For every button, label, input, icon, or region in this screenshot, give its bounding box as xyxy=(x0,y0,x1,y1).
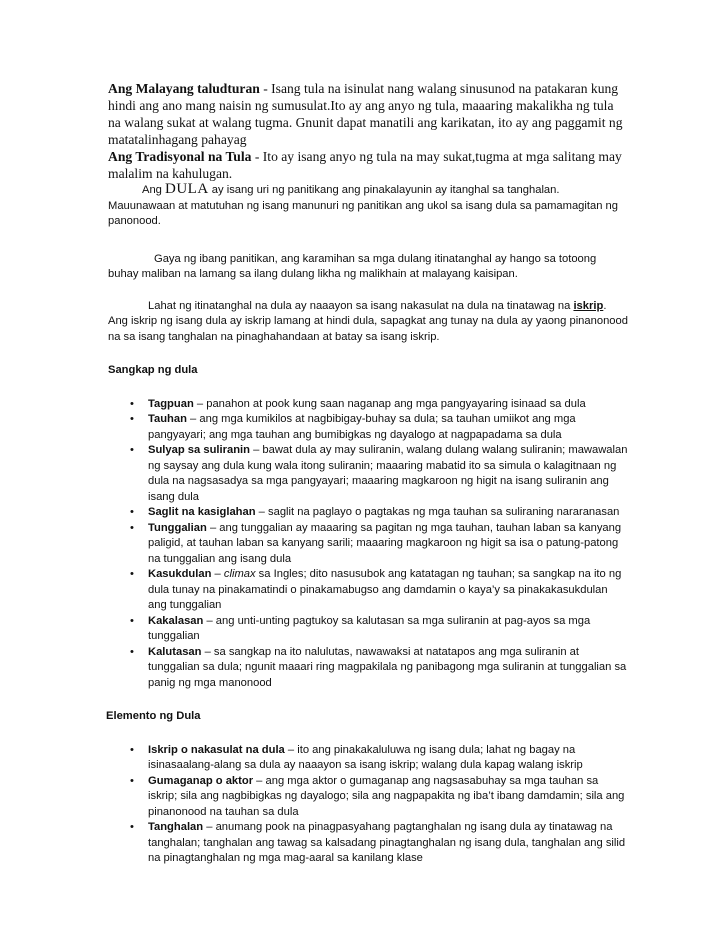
bullet-icon: • xyxy=(130,774,134,787)
item-term: Kasukdulan xyxy=(148,568,212,580)
sangkap-heading: Sangkap ng dula xyxy=(108,364,198,376)
list-item xyxy=(130,443,628,505)
list-item xyxy=(130,743,628,774)
lahat-paragraph xyxy=(108,299,628,346)
bullet-icon: • xyxy=(130,645,134,658)
item-text: – ang mga aktor o gumaganap ang nagsasabuhay sa mga tauhan sa iskrip; sila ang nagbibigkas ng dayalogo; sila ang nagpapakita ng iba’t ibang damdamin; sila ang pinanonood na tauhan sa dula xyxy=(148,774,625,818)
gaya-paragraph xyxy=(108,252,628,283)
tradisyonal-paragraph xyxy=(108,148,628,182)
item-term: Tanghalan xyxy=(148,821,204,833)
bullet-icon: • xyxy=(130,743,134,756)
item-term: Tagpuan xyxy=(148,397,194,410)
bullet-icon: • xyxy=(130,521,134,534)
item-text: – ito ang pinakakaluluwa ng isang dula; lahat ng bagay na isinasaalang-alang sa dula ay naaayon sa isang iskrip; walang dula kapag walang iskrip xyxy=(148,743,583,771)
item-text: sa Ingles; dito nasusubok ang katatagan ng tauhan; sa sangkap na ito ng dula tunay na pinakamatindi o pinakamabugso ang damdamin o kaya’y sa pinakakasukdulan ang tunggalian xyxy=(148,568,622,611)
bullet-icon: • xyxy=(130,444,134,456)
item-emphasis: climax xyxy=(223,568,256,580)
list-item xyxy=(130,774,628,821)
item-term: Tauhan xyxy=(148,413,187,425)
list-item xyxy=(130,505,628,521)
list-item xyxy=(130,820,628,867)
bullet-icon: • xyxy=(130,397,134,410)
dula-intro-lead: Ang xyxy=(142,184,166,196)
dula-intro-paragraph xyxy=(108,182,628,230)
bullet-icon: • xyxy=(130,413,134,425)
dula-intro-text: ay isang uri ng panitikang ang pinakalayunin ay itanghal sa tanghalan. Mauunawaan at matutuhan ng isang manunuri ng panitikan ang ukol sa isang dula sa pamamagitan ng panonood. xyxy=(108,184,618,227)
bullet-icon: • xyxy=(130,568,134,580)
bullet-icon: • xyxy=(130,506,134,518)
item-text: – sa sangkap na ito nalulutas, nawawaksi at natatapos ang mga suliranin at tunggalian sa dula; ngunit maaari ring magpakilala ng panibagong mga suliranin at tunggalian sa panig ng mga manonood xyxy=(148,645,627,689)
item-text: – ang unti-unting pagtukoy sa kalutasan sa mga suliranin at pag-ayos sa mga tunggalian xyxy=(148,614,591,642)
lahat-before: Lahat ng itinatanghal na dula ay naaayon sa isang nakasulat na dula na tinatawag na xyxy=(148,299,574,312)
item-text: – anumang pook na pinagpasyahang pagtanghalan ng isang dula ay tinatawag na tanghalan; tanghalan ang tawag sa kalsadang pinagtanghalan ng isang dula, tanghalan ang silid na pinagtanghalan ng mga mag-aaral sa kanilang klase xyxy=(148,821,626,864)
elemento-list xyxy=(108,743,628,867)
item-text: – ang tunggalian ay maaaring sa pagitan ng mga tauhan, tauhan laban sa kanyang paligid, at tauhan laban sa kanyang sarili; maaaring magkaroon ng higit sa isa o patung-patong na tunggalian ang isang dula xyxy=(148,521,622,565)
tradisyonal-text: - Ito ay isang anyo ng tula na may sukat,tugma at mga salitang may malalim na kahulugan. xyxy=(108,149,622,181)
tradisyonal-term: Ang Tradisyonal na Tula xyxy=(108,149,252,164)
bullet-icon: • xyxy=(130,614,134,627)
lahat-after: . Ang iskrip ng isang dula ay iskrip lamang at hindi dula, sapagkat ang tunay na dula ay yaong pinanonood na sa isang tanghalan na pinaghahandaan at batay sa isang iskrip. xyxy=(108,299,628,343)
malayang-paragraph xyxy=(108,80,628,148)
dula-word: DULA xyxy=(165,181,209,197)
item-term: Kalutasan xyxy=(148,645,202,658)
malayang-term: Ang Malayang taludturan xyxy=(108,81,260,96)
list-item xyxy=(130,614,628,645)
list-item xyxy=(130,412,628,443)
item-text: – bawat dula ay may suliranin, walang dulang walang suliranin; mawawalan ng saysay ang dula kung wala itong suliranin; maaaring mabatid ito sa simula o kalagitnaan ng dula na nagsasadya sa mga pangyayari; maaaring magkaroon ng higit na isang suliranin ang isang dula xyxy=(148,444,628,503)
item-term: Gumaganap o aktor xyxy=(148,774,254,787)
item-term: Iskrip o nakasulat na dula xyxy=(148,743,285,756)
item-text: – ang mga kumikilos at nagbibigay-buhay sa dula; sa tauhan umiikot ang mga pangyayari; ang mga tauhan ang bumibigkas ng dayalogo at nagpapadama sa dula xyxy=(148,413,576,441)
item-term: Saglit na kasiglahan xyxy=(148,506,256,518)
list-item xyxy=(130,397,628,413)
elemento-heading: Elemento ng Dula xyxy=(106,710,201,722)
item-term: Kakalasan xyxy=(148,614,204,627)
list-item xyxy=(130,521,628,568)
list-item xyxy=(130,645,628,692)
item-term: Tunggalian xyxy=(148,521,207,534)
item-text: – saglit na paglayo o pagtakas ng mga tauhan sa suliraning nararanasan xyxy=(255,506,620,518)
item-text: – panahon at pook kung saan naganap ang mga pangyayaring isinaad sa dula xyxy=(193,397,586,410)
iskrip-link-word: iskrip xyxy=(573,299,604,312)
list-item: • Kasukdulan – climax sa Ingles; dito nasusubok ang katatagan ng tauhan; sa sangkap na ito ng dula tunay na pinakamatindi o pinakamabugso ang damdamin o kaya’y sa pinakakasukdulan ang tunggalian xyxy=(130,568,622,611)
item-term: Sulyap sa suliranin xyxy=(148,444,250,456)
bullet-icon: • xyxy=(130,821,134,833)
malayang-text: - Isang tula na isinulat nang walang sinusunod na patakaran kung hindi ang ano mang naisin ng sumusulat.Ito ay ang anyo ng tula, maaaring makalikha ng tula na walang sukat at walang tugma. Gnunit dapat manatili ang karikatan, ito ay ang paggamit ng matatalinhagang pahayag xyxy=(108,81,623,147)
gaya-text: Gaya ng ibang panitikan, ang karamihan sa mga dulang itinatanghal ay hango sa totoong buhay maliban na lamang sa ilang dulang likha ng malikhain at malayang kaisipan. xyxy=(108,252,597,280)
sangkap-list xyxy=(108,397,628,692)
document-page xyxy=(108,80,628,867)
